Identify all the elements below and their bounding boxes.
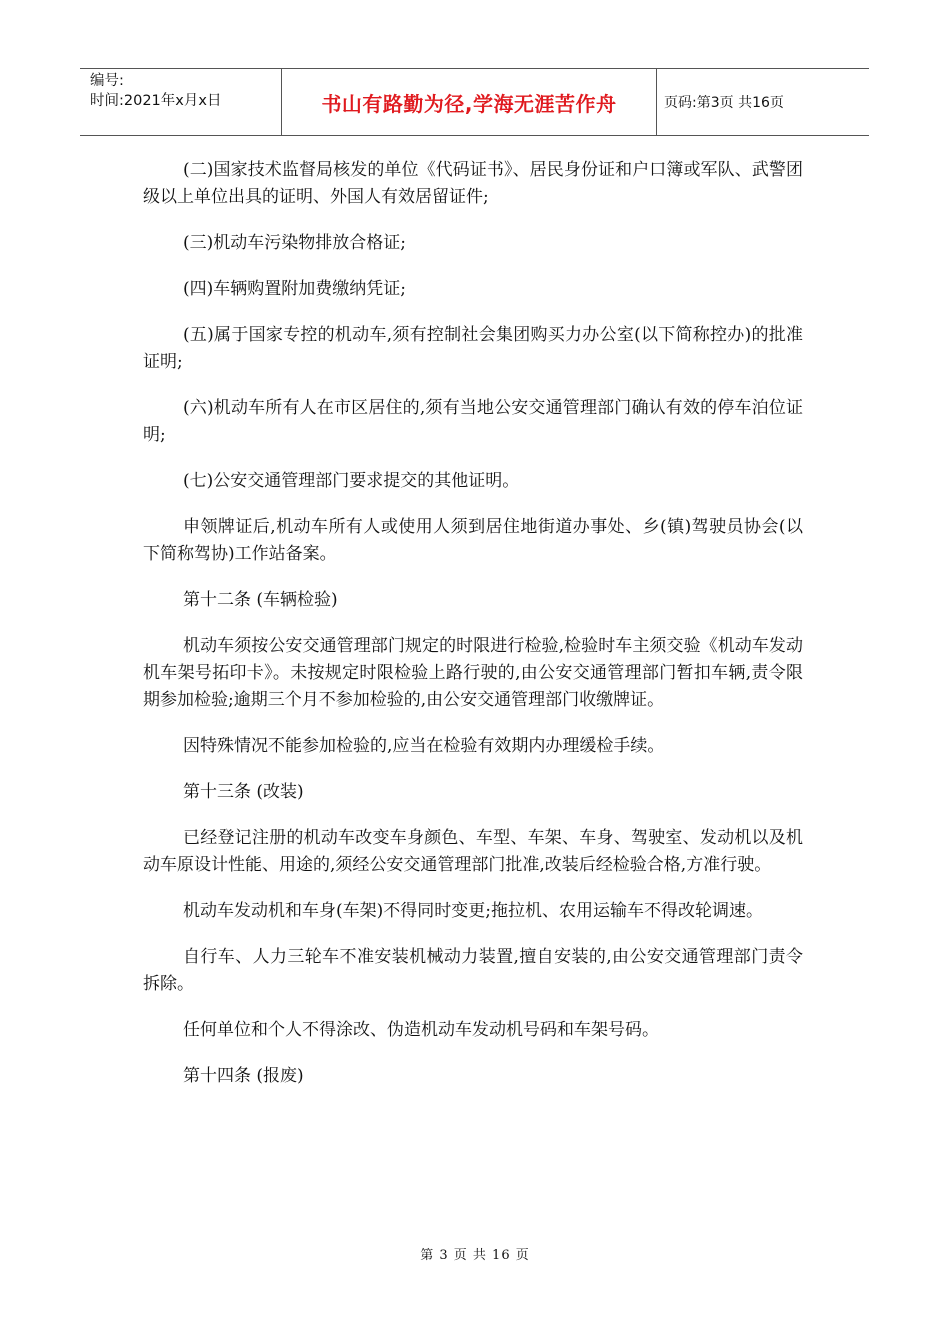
document-time-label: 时间:2021年x月x日	[90, 93, 222, 109]
article-heading: 第十四条 (报废)	[183, 1066, 304, 1086]
document-number-label: 编号:	[90, 73, 124, 89]
paragraph: 机动车发动机和车身(车架)不得同时变更;拖拉机、农用运输车不得改轮调速。	[183, 901, 763, 921]
article-heading: 第十二条 (车辆检验)	[183, 590, 338, 610]
paragraph: (五)属于国家专控的机动车,须有控制社会集团购买力办公室(以下简称控办)的批准证明;	[143, 325, 803, 372]
paragraph: (七)公安交通管理部门要求提交的其他证明。	[183, 471, 520, 491]
paragraph: 申领牌证后,机动车所有人或使用人须到居住地街道办事处、乡(镇)驾驶员协会(以下简称驾协)工作站备案。	[143, 517, 803, 564]
paragraph: 任何单位和个人不得涂改、伪造机动车发动机号码和车架号码。	[183, 1020, 659, 1040]
paragraph: 机动车须按公安交通管理部门规定的时限进行检验,检验时车主须交验《机动车发动机车架号拓印卡》。未按规定时限检验上路行驶的,由公安交通管理部门暂扣车辆,责令限期参加检验;逾期三个月不参加检验的,由公安交通管理部门收缴牌证。	[143, 636, 803, 710]
paragraph: 自行车、人力三轮车不准安装机械动力装置,擅自安装的,由公安交通管理部门责令拆除。	[143, 947, 803, 994]
paragraph: (三)机动车污染物排放合格证;	[183, 233, 406, 253]
paragraph: 已经登记注册的机动车改变车身颜色、车型、车架、车身、驾驶室、发动机以及机动车原设计性能、用途的,须经公安交通管理部门批准,改装后经检验合格,方准行驶。	[143, 828, 803, 875]
paragraph: (二)国家技术监督局核发的单位《代码证书》、居民身份证和户口簿或军队、武警团级以上单位出具的证明、外国人有效居留证件;	[143, 160, 803, 207]
header-page-info: 页码:第3页 共16页	[664, 95, 784, 111]
header-meta	[80, 69, 282, 135]
document-body	[143, 157, 803, 1109]
page-header	[80, 68, 869, 136]
paragraph: 因特殊情况不能参加检验的,应当在检验有效期内办理缓检手续。	[183, 736, 665, 756]
article-heading: 第十三条 (改装)	[183, 782, 304, 802]
page-footer: 第 3 页 共 16 页	[420, 1248, 530, 1263]
paragraph: (六)机动车所有人在市区居住的,须有当地公安交通管理部门确认有效的停车泊位证明;	[143, 398, 803, 445]
paragraph: (四)车辆购置附加费缴纳凭证;	[183, 279, 406, 299]
header-motto: 书山有路勤为径,学海无涯苦作舟	[282, 69, 657, 135]
